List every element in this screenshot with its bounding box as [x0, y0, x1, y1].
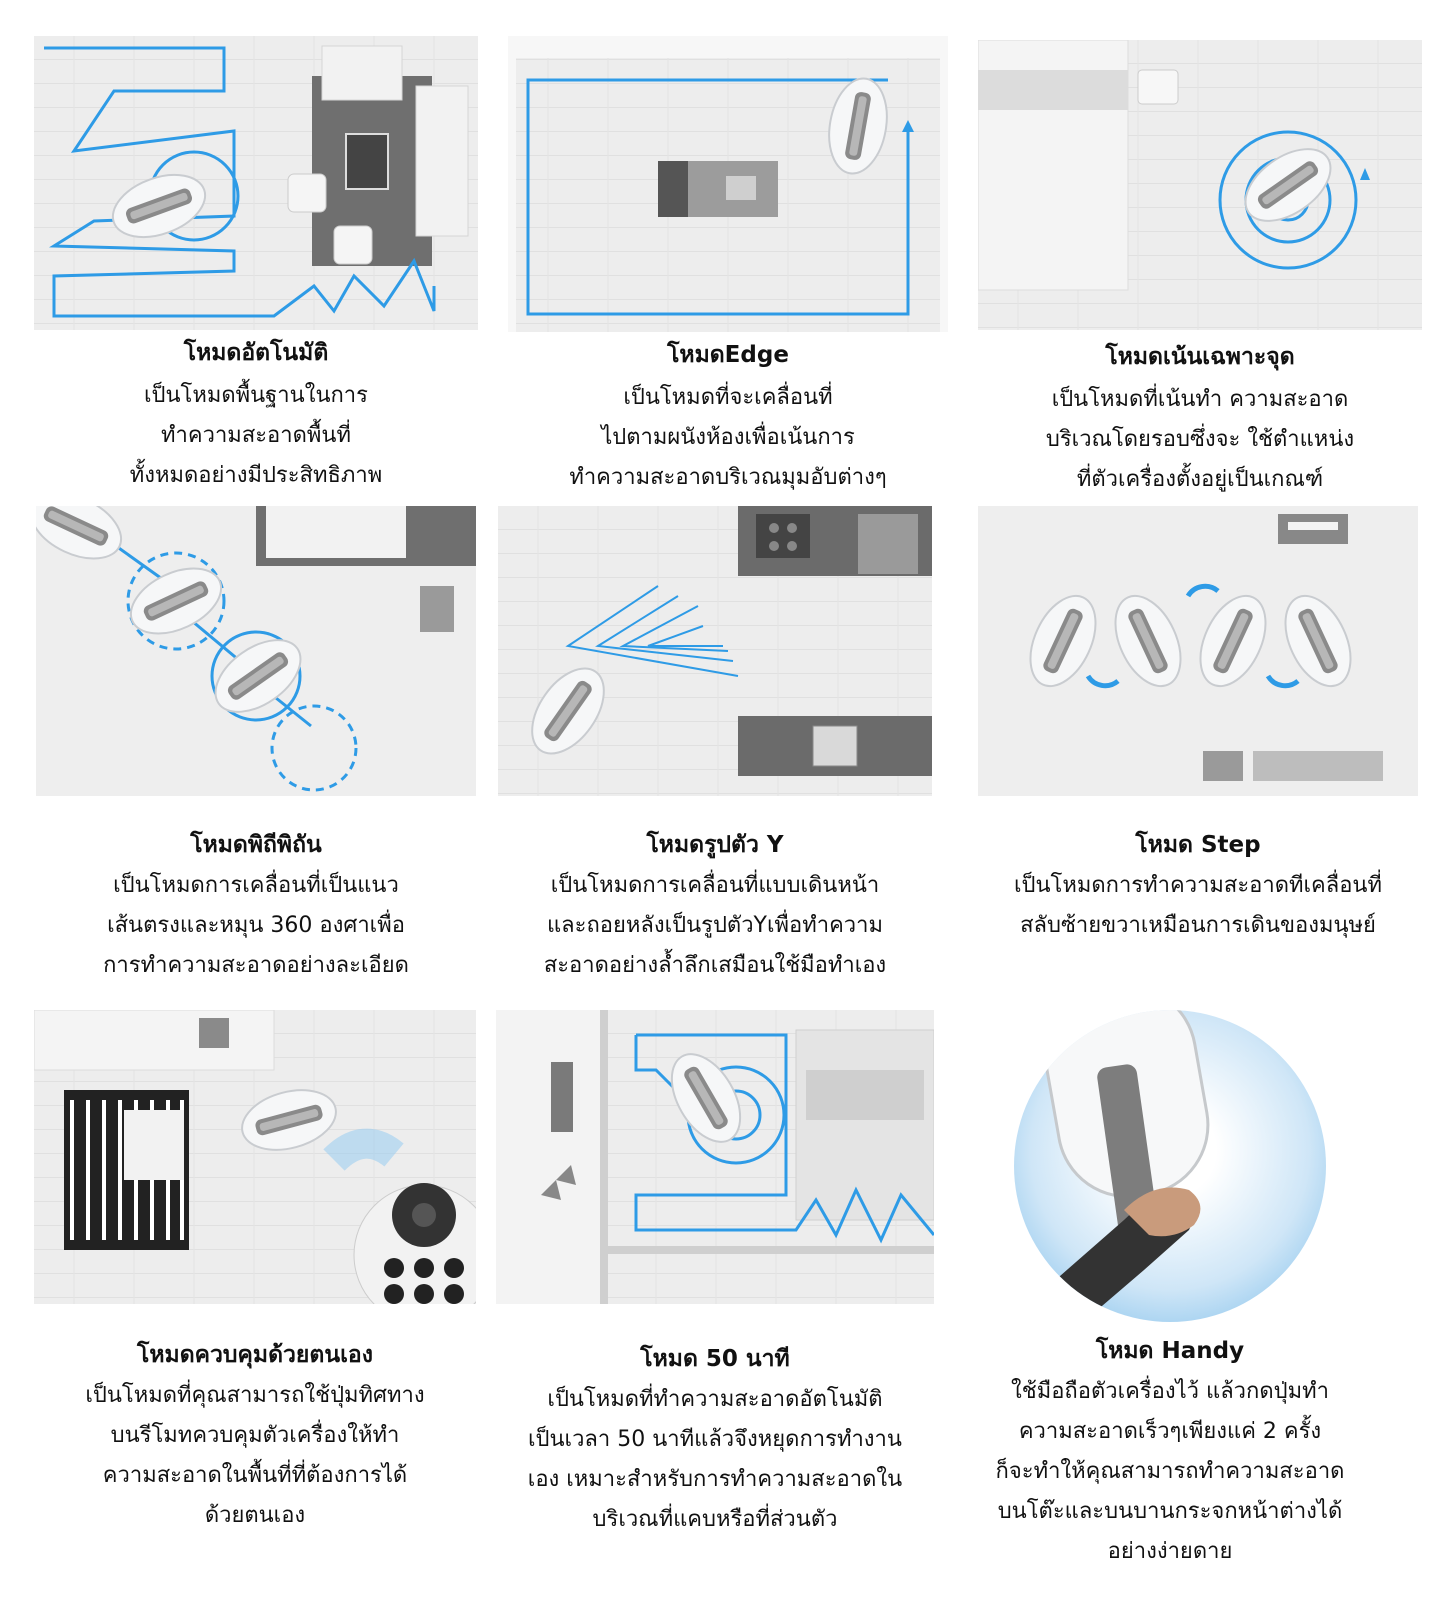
- fifty-minute-mode-title: โหมด 50 นาที: [640, 1346, 790, 1372]
- y-mode-desc-line: เป็นโหมดการเคลื่อนที่แบบเดินหน้า: [550, 873, 880, 898]
- meticulous-mode-desc-line: การทำความสะอาดอย่างละเอียด: [103, 953, 409, 978]
- meticulous-mode-desc-line: เส้นตรงและหมุน 360 องศาเพื่อ: [107, 913, 405, 938]
- handy-mode-desc-line: อย่างง่ายดาย: [1107, 1539, 1233, 1564]
- edge-mode-title: โหมดEdge: [667, 342, 789, 368]
- spot-mode-title: โหมดเน้นเฉพาะจุด: [1105, 344, 1295, 370]
- handy-mode-description: [950, 1372, 1390, 1572]
- y-mode-title: โหมดรูปตัว Y: [646, 832, 784, 858]
- manual-mode-desc-line: ความสะอาดในพื้นที่ที่ต้องการได้: [102, 1463, 408, 1488]
- step-mode-desc-line: เป็นโหมดการทำความสะอาดทีเคลื่อนที่: [1014, 873, 1382, 898]
- y-mode-description: [498, 866, 932, 986]
- edge-mode-description: [508, 378, 948, 498]
- y-mode-desc-line: และถอยหลังเป็นรูปตัวYเพื่อทำความ: [546, 913, 884, 938]
- handy-mode-desc-line: ความสะอาดเร็วๆเพียงแค่ 2 ครั้ง: [1018, 1419, 1322, 1444]
- meticulous-mode-illustration: [36, 506, 476, 796]
- manual-mode-desc-line: บนรีโมทควบคุมตัวเครื่องให้ทำ: [110, 1423, 400, 1448]
- auto-mode-title: โหมดอัตโนมัติ: [183, 340, 329, 366]
- auto-mode-illustration: [34, 36, 478, 330]
- auto-mode-desc-line: ทั้งหมดอย่างมีประสิทธิภาพ: [129, 463, 383, 488]
- handy-mode-illustration: [1014, 1010, 1326, 1322]
- spot-mode-desc-line: ที่ตัวเครื่องตั้งอยู่เป็นเกณฑ์: [1076, 467, 1324, 492]
- spot-mode-desc-line: เป็นโหมดที่เน้นทำ ความสะอาด: [1051, 387, 1349, 412]
- handy-mode-desc-line: ใช้มือถือตัวเครื่องไว้ แล้วกดปุ่มทำ: [1011, 1379, 1329, 1404]
- manual-mode-illustration: [34, 1010, 476, 1304]
- spot-mode-illustration: [978, 40, 1422, 330]
- step-mode-desc-line: สลับซ้ายขวาเหมือนการเดินของมนุษย์: [1020, 913, 1376, 938]
- handy-mode-desc-line: บนโต๊ะและบนบานกระจกหน้าต่างได้: [997, 1499, 1343, 1524]
- manual-mode-description: [34, 1376, 476, 1536]
- step-mode-description: [966, 866, 1430, 946]
- fifty-minute-mode-illustration: [496, 1010, 934, 1304]
- y-mode-illustration: [498, 506, 932, 796]
- step-mode-title: โหมด Step: [1135, 832, 1261, 858]
- meticulous-mode-title: โหมดพิถีพิถัน: [190, 832, 322, 858]
- manual-mode-title: โหมดควบคุมด้วยตนเอง: [137, 1342, 373, 1368]
- fifty-minute-mode-desc-line: บริเวณที่แคบหรือที่ส่วนตัว: [592, 1507, 838, 1532]
- fifty-minute-mode-desc-line: เป็นเวลา 50 นาทีแล้วจึงหยุดการทำงาน: [528, 1427, 902, 1452]
- step-mode-illustration: [978, 506, 1418, 796]
- handy-mode-title: โหมด Handy: [1095, 1338, 1245, 1364]
- spot-mode-description: [978, 380, 1422, 500]
- manual-mode-desc-line: ด้วยตนเอง: [204, 1503, 306, 1528]
- spot-mode-desc-line: บริเวณโดยรอบซึ่งจะ ใช้ตำแหน่ง: [1045, 427, 1355, 452]
- handy-mode-desc-line: ก็จะทำให้คุณสามารถทำความสะอาด: [995, 1459, 1345, 1484]
- meticulous-mode-description: [36, 866, 476, 986]
- fifty-minute-mode-desc-line: เอง เหมาะสำหรับการทำความสะอาดใน: [527, 1467, 903, 1492]
- edge-mode-desc-line: เป็นโหมดที่จะเคลื่อนที่: [623, 385, 833, 410]
- fifty-minute-mode-desc-line: เป็นโหมดที่ทำความสะอาดอัตโนมัติ: [547, 1387, 883, 1412]
- auto-mode-desc-line: ทำความสะอาดพื้นที่: [161, 423, 351, 448]
- fifty-minute-mode-description: [490, 1380, 940, 1540]
- auto-mode-description: [34, 376, 478, 496]
- edge-mode-desc-line: ทำความสะอาดบริเวณมุมอับต่างๆ: [569, 465, 887, 490]
- y-mode-desc-line: สะอาดอย่างล้ำลึกเสมือนใช้มือทำเอง: [543, 953, 887, 978]
- meticulous-mode-desc-line: เป็นโหมดการเคลื่อนที่เป็นแนว: [113, 873, 399, 898]
- edge-mode-desc-line: ไปตามผนังห้องเพื่อเน้นการ: [601, 425, 855, 450]
- edge-mode-illustration: [508, 36, 948, 332]
- auto-mode-desc-line: เป็นโหมดพื้นฐานในการ: [144, 383, 368, 408]
- manual-mode-desc-line: เป็นโหมดที่คุณสามารถใช้ปุ่มทิศทาง: [85, 1383, 425, 1408]
